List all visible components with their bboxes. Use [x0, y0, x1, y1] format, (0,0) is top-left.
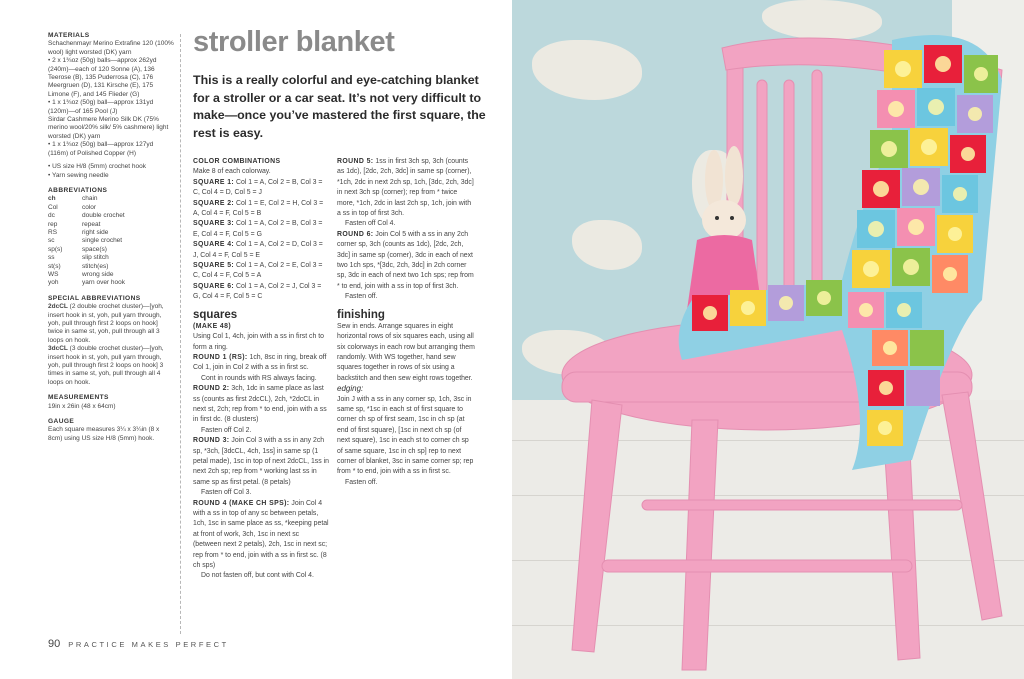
square-combination — [193, 240, 329, 261]
square-label: SQUARE 6: — [193, 282, 235, 290]
abbr-meaning: color — [82, 203, 97, 211]
special-abbreviations-heading: SPECIAL ABBREVIATIONS — [48, 294, 141, 302]
abbr-term: rep — [48, 220, 58, 228]
measurements-heading: MEASUREMENTS — [48, 394, 109, 402]
squares-make-count: (MAKE 48) — [193, 322, 232, 330]
abbr-term: st(s) — [48, 262, 61, 270]
sidebar — [48, 32, 174, 443]
round-3 — [193, 436, 329, 488]
abbr-meaning: double crochet — [82, 212, 125, 220]
round-label: ROUND 1 (RS): — [193, 353, 248, 361]
edging-heading: edging: — [337, 384, 364, 394]
round-2 — [193, 384, 329, 426]
special-term: 2dcCL — [48, 303, 68, 311]
photo-pink-chair-with-blanket — [512, 0, 1024, 679]
square-label: SQUARE 2: — [193, 199, 235, 207]
abbr-term: dc — [48, 212, 55, 220]
round-note: Fasten off Col 3. — [201, 489, 252, 497]
special-term: 3dcCL — [48, 345, 68, 353]
square-label: SQUARE 5: — [193, 262, 235, 270]
pattern-column-2 — [337, 157, 475, 488]
color-intro: Make 8 of each colorway. — [193, 168, 271, 176]
abbr-term: RS — [48, 228, 58, 236]
edging-text: Join J with a ss in any corner sp, 1ch, 3sc in same sp, *1sc in each st of first square to corner ch sp of first seam, 1sc in ch sp (at end of first square), [1sc in next ch sp (of next square), 1sc in each st to corner ch sp of same square, 1sc in ch sp] rep to next corner of blanket, 3sc in same corner sp; rep from * to end, join with a ss in first sc. — [337, 395, 474, 476]
abbr-meaning: yarn over hook — [82, 279, 125, 287]
square-combination — [193, 199, 329, 220]
finishing-heading: finishing — [337, 308, 385, 321]
round-text: Join Col 5 with a ss in any 2ch corner sp, 3ch (counts as 1dc), [2dc, 2ch, 3dc] in same sp (corner), 3dc in each of next two 1ch sps, *[3dc, 2ch, 3dc] in 2ch corner sp, 3dc in each of next two 1ch sps; rep from * to end, join with a ss in top of first 3ch. — [337, 230, 474, 290]
round-4 — [193, 499, 329, 572]
square-label: SQUARE 1: — [193, 178, 235, 186]
abbr-term: yoh — [48, 279, 59, 287]
materials-line: Schachenmayr Merino Extrafine 120 (100% wool) light worsted (DK) yarn — [48, 40, 174, 56]
special-text: (2 double crochet cluster)—[yoh, insert hook in st, yoh, pull yarn through, yoh, pull through first 2 loops on hook] twice in same st, yoh, pull through all 3 loops on hook. — [48, 303, 164, 344]
page-title: stroller blanket — [193, 26, 395, 58]
abbr-term: ss — [48, 254, 55, 262]
abbr-term: Col — [48, 203, 58, 211]
abbr-term: sp(s) — [48, 245, 63, 253]
abbr-meaning: slip stitch — [82, 254, 109, 262]
square-combination — [193, 178, 329, 199]
page-number: 90 — [48, 638, 61, 650]
round-text: Join Col 4 with a ss in top of any sc between petals, 1ch, 1sc in same place as ss, *keeping petal at front of work, 3ch, 1sc in next sc (between next 2 petals), 2ch, 1sc in next sc; rep from * to end, join with a ss in first sc. (8 ch sps) — [193, 499, 329, 570]
page-footer — [48, 638, 229, 650]
round-label: ROUND 6: — [337, 230, 374, 238]
finishing-text: Sew in ends. Arrange squares in eight horizontal rows of six squares each, using all six colorways in each row but arranging them randomly. With WS together, hand sew squares together in rows of six using a backstitch and then sew eight rows together. — [337, 322, 475, 382]
gauge-heading: GAUGE — [48, 418, 75, 426]
measurements-text: 19in x 26in (48 x 64cm) — [48, 402, 116, 410]
edging-note: Fasten off. — [345, 478, 378, 486]
square-text: Col 1 = A, Col 2 = D, Col 3 = J, Col 4 = F, Col 5 = E — [193, 241, 323, 259]
square-combination — [193, 282, 329, 303]
abbr-meaning: right side — [82, 228, 109, 236]
round-label: ROUND 4 (MAKE CH SPS): — [193, 499, 290, 507]
gauge-text: Each square measures 3¼ x 3¼in (8 x 8cm) using US size H/8 (5mm) hook. — [48, 426, 160, 442]
abbreviations-list — [48, 195, 174, 287]
abbr-meaning: space(s) — [82, 245, 107, 253]
special-text: (3 double crochet cluster)—[yoh, insert hook in st, yoh, pull yarn through, yoh, pull through first 2 loops on hook] 3 times in same st, yoh, pull through all 4 loops on hook. — [48, 345, 164, 386]
abbr-meaning: wrong side — [82, 270, 114, 278]
abbr-term: ch — [48, 195, 56, 203]
square-text: Col 1 = A, Col 2 = B, Col 3 = C, Col 4 = D, Col 5 = J — [193, 178, 323, 197]
round-note: Cont in rounds with RS always facing. — [201, 374, 317, 382]
round-text: 3ch, 1dc in same place as last ss (counts as first 2dcCL), 2ch, *2dcCL in next st, 2ch; rep from * to end, join with a ss in first dc. (8 clusters) — [193, 385, 327, 424]
abbr-meaning: stitch(es) — [82, 262, 109, 270]
square-label: SQUARE 3: — [193, 220, 235, 228]
materials-line: • 1 x 1¾oz (50g) ball—approx 127yd (116m) of Polished Copper (H) — [48, 141, 154, 157]
round-note: Do not fasten off, but cont with Col 4. — [201, 572, 314, 580]
abbreviations-heading: ABBREVIATIONS — [48, 186, 108, 194]
round-text: 1ch, 8sc in ring, break off Col 1, join in Col 2 with a ss in first sc. — [193, 353, 327, 372]
round-text: Join Col 3 with a ss in any 2ch sp, *3ch, [3dcCL, 4ch, 1ss] in same sp (1 petal made), 1sc in top of next 2dcCL, 1ss in next 2ch sp; rep from * working last ss in same sp as first petal. (8 petals) — [193, 437, 329, 486]
round-label: ROUND 2: — [193, 385, 230, 393]
round-note: Fasten off Col 2. — [201, 426, 252, 434]
special-abbreviation — [48, 303, 174, 345]
special-abbreviation — [48, 345, 174, 387]
running-head: PRACTICE MAKES PERFECT — [68, 640, 229, 649]
round-note: Fasten off. — [345, 293, 378, 301]
materials-heading: MATERIALS — [48, 32, 90, 39]
round-5 — [337, 157, 475, 219]
square-text: Col 1 = E, Col 2 = H, Col 3 = A, Col 4 = F, Col 5 = B — [193, 199, 324, 218]
round-6 — [337, 230, 475, 292]
abbr-meaning: repeat — [82, 220, 101, 228]
intro-paragraph: This is a really colorful and eye-catching blanket for a stroller or a car seat. It’s not very difficult to make—once you’ve mastered the first square, the rest is easy. — [193, 73, 486, 140]
abbr-meaning: single crochet — [82, 237, 123, 245]
squares-heading: squares — [193, 308, 238, 321]
square-label: SQUARE 4: — [193, 241, 235, 249]
round-label: ROUND 3: — [193, 437, 230, 445]
square-text: Col 1 = A, Col 2 = B, Col 3 = E, Col 4 = F, Col 5 = G — [193, 220, 323, 238]
round-text: 1ss in first 3ch sp, 3ch (counts as 1dc), [2dc, 2ch, 3dc] in same sp (corner), *1ch, 2dc in next 2ch sp, 1ch, [3dc, 2ch, 3dc] in next 3ch sp (corner); rep from * twice more, *1ch, 2dc in last 2ch sp, 1ch, join with a ss in top of first 3ch. — [337, 158, 474, 218]
tool-line: • Yarn sewing needle — [48, 171, 109, 179]
squares-start: Using Col 1, 4ch, join with a ss in first ch to form a ring. — [193, 333, 324, 351]
round-label: ROUND 5: — [337, 158, 374, 165]
round-1 — [193, 353, 329, 374]
column-divider — [180, 34, 181, 634]
photo-chair-illustration — [512, 0, 1024, 679]
materials-line: • 2 x 1¾oz (50g) balls—approx 262yd (240m)—each of 120 Sonne (A), 136 Teerose (B), 135 Puderrosa (C), 176 Meergruen (D), 131 Kirsche (E), 175 Limone (F), and 145 Flieder (G) — [48, 57, 157, 98]
abbr-term: WS — [48, 270, 59, 278]
round-note: Fasten off Col 4. — [345, 220, 396, 228]
square-text: Col 1 = A, Col 2 = E, Col 3 = C, Col 4 = F, Col 5 = A — [193, 262, 323, 280]
materials-line: Sirdar Cashmere Merino Silk DK (75% merino wool/20% silk/ 5% cashmere) light worsted (DK) yarn — [48, 116, 169, 140]
square-combination — [193, 219, 329, 240]
square-text: Col 1 = A, Col 2 = J, Col 3 = G, Col 4 = F, Col 5 = C — [193, 282, 322, 301]
abbr-term: sc — [48, 237, 55, 245]
abbr-meaning: chain — [82, 195, 98, 203]
pattern-column-1 — [193, 157, 329, 582]
color-combinations-heading: COLOR COMBINATIONS — [193, 158, 281, 165]
square-combination — [193, 261, 329, 282]
tool-line: • US size H/8 (5mm) crochet hook — [48, 163, 146, 171]
materials-line: • 1 x 1¾oz (50g) ball—approx 131yd (120m)—of 165 Pool (J) — [48, 99, 154, 115]
